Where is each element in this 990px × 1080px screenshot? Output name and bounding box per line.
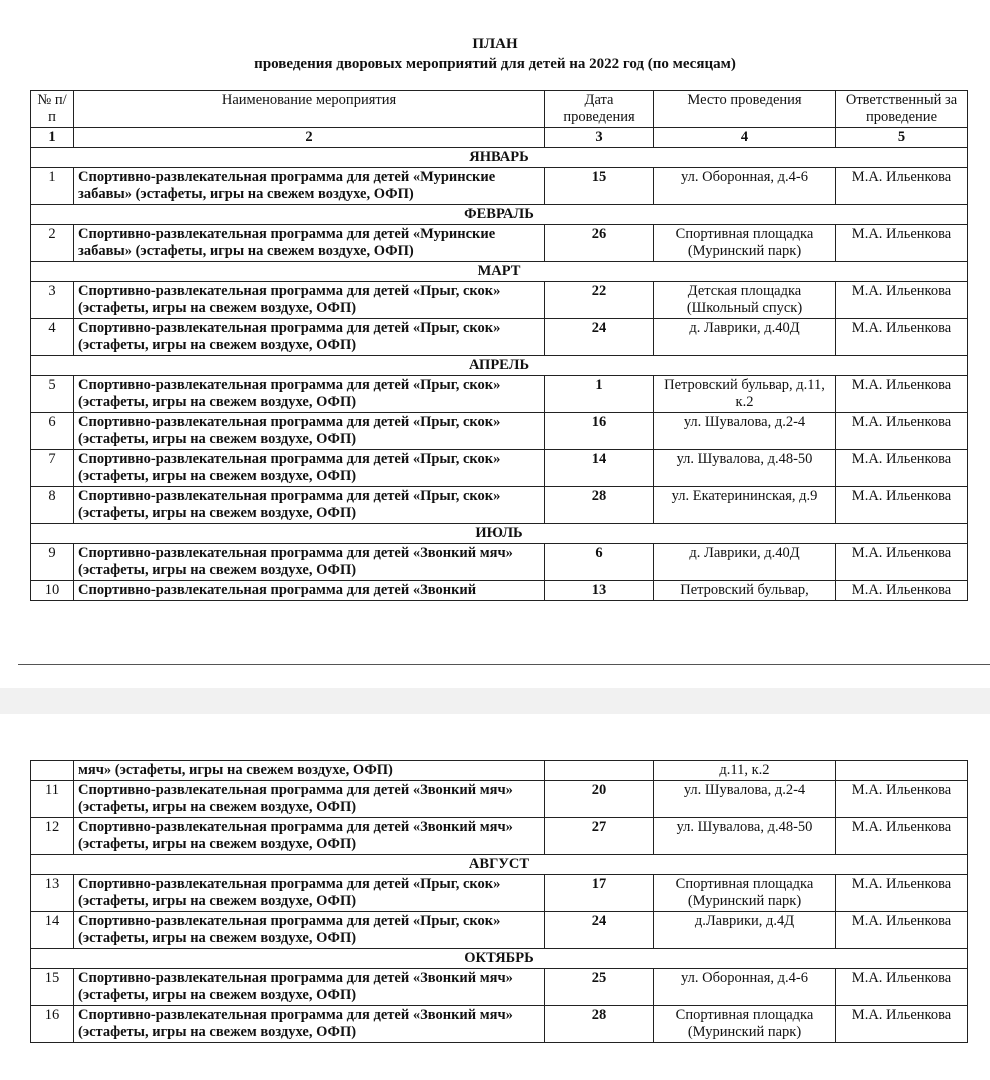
column-numbers-row xyxy=(31,128,968,148)
row-number: 8 xyxy=(31,487,74,524)
event-name: Спортивно-развлекательная программа для детей «Муринские забавы» (эстафеты, игры на свежем воздухе, ОФП) xyxy=(74,225,545,262)
event-responsible: М.А. Ильенкова xyxy=(836,818,968,855)
table-row xyxy=(31,875,968,912)
event-date: 1 xyxy=(545,376,654,413)
event-date: 24 xyxy=(545,319,654,356)
event-name: Спортивно-развлекательная программа для детей «Муринские забавы» (эстафеты, игры на свежем воздухе, ОФП) xyxy=(74,168,545,205)
month-label: ЯНВАРЬ xyxy=(31,148,968,168)
event-name: Спортивно-развлекательная программа для детей «Звонкий мяч» (эстафеты, игры на свежем воздухе, ОФП) xyxy=(74,818,545,855)
table-row xyxy=(31,319,968,356)
event-place: д.11, к.2 xyxy=(654,761,836,781)
event-date xyxy=(545,761,654,781)
row-number: 1 xyxy=(31,168,74,205)
row-number: 12 xyxy=(31,818,74,855)
document-subtitle: проведения дворовых мероприятий для детей на 2022 год (по месяцам) xyxy=(254,56,736,72)
month-row-april xyxy=(31,356,968,376)
event-responsible xyxy=(836,761,968,781)
row-number: 9 xyxy=(31,544,74,581)
event-place: д. Лаврики, д.40Д xyxy=(654,319,836,356)
table-row xyxy=(31,450,968,487)
month-row-july xyxy=(31,524,968,544)
row-number: 16 xyxy=(31,1006,74,1043)
event-place: Спортивная площадка (Муринский парк) xyxy=(654,225,836,262)
row-number: 3 xyxy=(31,282,74,319)
event-date: 15 xyxy=(545,168,654,205)
event-name: Спортивно-развлекательная программа для детей «Прыг, скок» (эстафеты, игры на свежем воздухе, ОФП) xyxy=(74,875,545,912)
plan-table-page-1 xyxy=(30,90,968,601)
month-label: ИЮЛЬ xyxy=(31,524,968,544)
row-number: 7 xyxy=(31,450,74,487)
event-name: Спортивно-развлекательная программа для детей «Звонкий xyxy=(74,581,545,601)
month-row-january xyxy=(31,148,968,168)
month-row-august xyxy=(31,855,968,875)
event-responsible: М.А. Ильенкова xyxy=(836,282,968,319)
event-date: 25 xyxy=(545,969,654,1006)
row-number: 6 xyxy=(31,413,74,450)
event-place: ул. Екатерининская, д.9 xyxy=(654,487,836,524)
page-separator xyxy=(0,688,990,714)
event-place: Петровский бульвар, xyxy=(654,581,836,601)
row-number: 14 xyxy=(31,912,74,949)
event-place: ул. Шувалова, д.2-4 xyxy=(654,781,836,818)
row-number: 2 xyxy=(31,225,74,262)
event-name: Спортивно-развлекательная программа для детей «Прыг, скок» (эстафеты, игры на свежем воздухе, ОФП) xyxy=(74,487,545,524)
column-number: 1 xyxy=(31,128,74,148)
event-responsible: М.А. Ильенкова xyxy=(836,376,968,413)
month-label: АВГУСТ xyxy=(31,855,968,875)
row-number: 10 xyxy=(31,581,74,601)
document-page-2 xyxy=(0,714,990,1080)
table-row-continuation xyxy=(31,761,968,781)
column-number: 4 xyxy=(654,128,836,148)
plan-table-page-2 xyxy=(30,760,968,1043)
table-row xyxy=(31,376,968,413)
table-row xyxy=(31,781,968,818)
column-number: 3 xyxy=(545,128,654,148)
row-number: 15 xyxy=(31,969,74,1006)
column-number: 2 xyxy=(74,128,545,148)
header-event-name: Наименование мероприятия xyxy=(74,91,545,128)
event-name: Спортивно-развлекательная программа для детей «Прыг, скок» (эстафеты, игры на свежем воздухе, ОФП) xyxy=(74,450,545,487)
table-row xyxy=(31,225,968,262)
month-label: МАРТ xyxy=(31,262,968,282)
event-name: Спортивно-развлекательная программа для детей «Прыг, скок» (эстафеты, игры на свежем воздухе, ОФП) xyxy=(74,376,545,413)
event-date: 28 xyxy=(545,1006,654,1043)
event-responsible: М.А. Ильенкова xyxy=(836,487,968,524)
table-header-row xyxy=(31,91,968,128)
month-row-march xyxy=(31,262,968,282)
event-responsible: М.А. Ильенкова xyxy=(836,781,968,818)
event-name: Спортивно-развлекательная программа для детей «Прыг, скок» (эстафеты, игры на свежем воздухе, ОФП) xyxy=(74,912,545,949)
event-responsible: М.А. Ильенкова xyxy=(836,225,968,262)
row-number: 13 xyxy=(31,875,74,912)
table-row xyxy=(31,969,968,1006)
month-label: АПРЕЛЬ xyxy=(31,356,968,376)
event-date: 17 xyxy=(545,875,654,912)
event-name: Спортивно-развлекательная программа для детей «Прыг, скок» (эстафеты, игры на свежем воздухе, ОФП) xyxy=(74,282,545,319)
month-label: ОКТЯБРЬ xyxy=(31,949,968,969)
event-place: ул. Шувалова, д.48-50 xyxy=(654,450,836,487)
column-number: 5 xyxy=(836,128,968,148)
table-row xyxy=(31,912,968,949)
event-name: Спортивно-развлекательная программа для детей «Звонкий мяч» (эстафеты, игры на свежем воздухе, ОФП) xyxy=(74,781,545,818)
event-date: 26 xyxy=(545,225,654,262)
event-date: 28 xyxy=(545,487,654,524)
event-date: 13 xyxy=(545,581,654,601)
event-responsible: М.А. Ильенкова xyxy=(836,875,968,912)
event-date: 6 xyxy=(545,544,654,581)
row-number: 5 xyxy=(31,376,74,413)
event-date: 20 xyxy=(545,781,654,818)
event-name: Спортивно-развлекательная программа для детей «Звонкий мяч» (эстафеты, игры на свежем воздухе, ОФП) xyxy=(74,544,545,581)
event-name: Спортивно-развлекательная программа для детей «Звонкий мяч» (эстафеты, игры на свежем воздухе, ОФП) xyxy=(74,969,545,1006)
table-row xyxy=(31,1006,968,1043)
event-date: 24 xyxy=(545,912,654,949)
event-name: Спортивно-развлекательная программа для детей «Прыг, скок» (эстафеты, игры на свежем воздухе, ОФП) xyxy=(74,319,545,356)
event-responsible: М.А. Ильенкова xyxy=(836,581,968,601)
month-row-february xyxy=(31,205,968,225)
event-responsible: М.А. Ильенкова xyxy=(836,1006,968,1043)
table-row xyxy=(31,413,968,450)
page-footer-divider xyxy=(18,664,990,665)
month-label: ФЕВРАЛЬ xyxy=(31,205,968,225)
event-place: Детская площадка (Школьный спуск) xyxy=(654,282,836,319)
table-row xyxy=(31,818,968,855)
event-responsible: М.А. Ильенкова xyxy=(836,544,968,581)
event-responsible: М.А. Ильенкова xyxy=(836,168,968,205)
month-row-october xyxy=(31,949,968,969)
header-place: Место проведения xyxy=(654,91,836,128)
event-date: 14 xyxy=(545,450,654,487)
event-responsible: М.А. Ильенкова xyxy=(836,912,968,949)
table-row xyxy=(31,581,968,601)
event-place: д.Лаврики, д.4Д xyxy=(654,912,836,949)
header-responsible: Ответственный за проведение xyxy=(836,91,968,128)
event-date: 22 xyxy=(545,282,654,319)
event-place: Петровский бульвар, д.11, к.2 xyxy=(654,376,836,413)
table-row xyxy=(31,544,968,581)
row-number: 4 xyxy=(31,319,74,356)
row-number xyxy=(31,761,74,781)
header-date: Дата проведения xyxy=(545,91,654,128)
event-responsible: М.А. Ильенкова xyxy=(836,319,968,356)
row-number: 11 xyxy=(31,781,74,818)
table-row xyxy=(31,168,968,205)
event-place: Спортивная площадка (Муринский парк) xyxy=(654,875,836,912)
event-name: Спортивно-развлекательная программа для детей «Звонкий мяч» (эстафеты, игры на свежем воздухе, ОФП) xyxy=(74,1006,545,1043)
event-name: Спортивно-развлекательная программа для детей «Прыг, скок» (эстафеты, игры на свежем воздухе, ОФП) xyxy=(74,413,545,450)
event-place: ул. Оборонная, д.4-6 xyxy=(654,969,836,1006)
event-place: ул. Шувалова, д.48-50 xyxy=(654,818,836,855)
table-row xyxy=(31,487,968,524)
event-name: мяч» (эстафеты, игры на свежем воздухе, ОФП) xyxy=(74,761,545,781)
table-row xyxy=(31,282,968,319)
header-number: № п/п xyxy=(31,91,74,128)
event-place: Спортивная площадка (Муринский парк) xyxy=(654,1006,836,1043)
event-responsible: М.А. Ильенкова xyxy=(836,969,968,1006)
event-date: 16 xyxy=(545,413,654,450)
event-place: ул. Шувалова, д.2-4 xyxy=(654,413,836,450)
event-place: д. Лаврики, д.40Д xyxy=(654,544,836,581)
event-responsible: М.А. Ильенкова xyxy=(836,450,968,487)
event-date: 27 xyxy=(545,818,654,855)
event-responsible: М.А. Ильенкова xyxy=(836,413,968,450)
document-title: ПЛАН xyxy=(472,36,518,52)
event-place: ул. Оборонная, д.4-6 xyxy=(654,168,836,205)
